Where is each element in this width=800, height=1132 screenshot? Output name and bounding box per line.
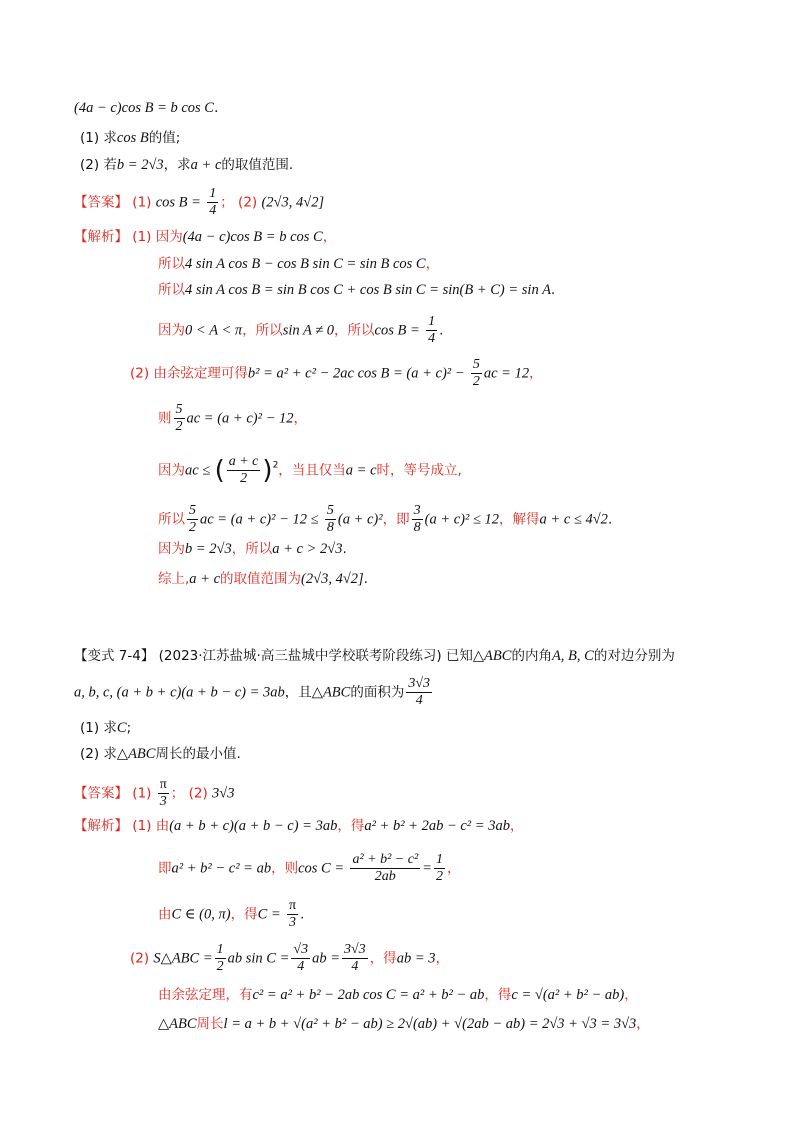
q1-subquestion-2: (2) 若b = 2√3，求a + c的取值范围. (80, 157, 294, 173)
q2-analysis-line-4: (2) S△ABC = $\frac{1}{2}$ ab sin C = $\frac{√3}{4}$ ab = $\frac{3√3}{4}$ ，得ab = 3， (130, 942, 449, 974)
q2-answer: 【答案】 (1) $\frac{\pi}{3}$ ； (2) 3√3 (74, 777, 235, 809)
q2-subquestion-2: (2) 求△ABC周长的最小值. (80, 746, 241, 762)
fraction: $\frac{1}{4}$ (209, 186, 217, 218)
q1-analysis-line-9: 因为b = 2√3，所以a + c > 2√3. (158, 541, 347, 557)
q1-analysis-line-1: 【解析】 (1) 因为(4a − c)cos B = b cos C， (74, 229, 337, 245)
fraction: $\frac{5}{8}$ (326, 503, 334, 535)
fraction: $\frac{1}{4}$ (428, 314, 436, 346)
q2-analysis-line-5: 由余弦定理，有c² = a² + b² − 2ab cos C = a² + b² − ab，得c = √(a² + b² − ab)， (158, 987, 638, 1003)
q2-analysis-line-2: 即a² + b² − c² = ab，则cos C = $\frac{\text{a² + b² − c²}}{2ab}$ = $\frac{1}{2}$ ， (158, 852, 461, 884)
fraction: $\frac{3}{8}$ (413, 503, 421, 535)
q1-subquestion-1: (1) 求cos B的值; (80, 130, 181, 146)
fraction: $\frac{5}{2}$ (189, 503, 196, 535)
q1-analysis-line-7: 因为ac ≤ ( $\frac{a + c}{2}$ )$^2$，当且仅当a = c时，等号成立, (158, 454, 462, 486)
fraction: $\frac{a + c}{2}$ (228, 454, 259, 486)
variant-label: 【变式 7-4】 (74, 648, 155, 664)
fraction: $\frac{1}{2}$ (216, 942, 224, 974)
analysis-label: 【解析】 (74, 229, 128, 245)
q2-header: 【变式 7-4】 (2023·江苏盐城·高三盐城中学校联考阶段练习) 已知△ABC的内角A, B, C的对边分别为 (74, 648, 675, 664)
q2-analysis-line-1: 【解析】 (1) 由(a + b + c)(a + b − c) = 3ab，得a² + b² + 2ab − c² = 3ab， (74, 818, 524, 834)
analysis-label: 【解析】 (74, 818, 128, 834)
q1-analysis-line-5: (2) 由余弦定理可得b² = a² + c² − 2ac cos B = (a + c)² − $\frac{5}{2}$ ac = 12， (130, 357, 543, 389)
answer-label: 【答案】 (74, 194, 128, 211)
fraction: $\frac{5}{2}$ (175, 402, 183, 434)
fraction: $\frac{\pi}{3}$ (159, 777, 167, 809)
q1-analysis-line-6: 则 $\frac{5}{2}$ ac = (a + c)² − 12， (158, 402, 307, 434)
fraction: $\frac{5}{2}$ (472, 357, 480, 389)
source: (2023·江苏盐城·高三盐城中学校联考阶段练习) 已知 (158, 648, 473, 664)
q2-subquestion-1: (1) 求C; (80, 720, 132, 736)
q2-analysis-line-3: 由C ∈ (0, π)，得C = $\frac{\pi}{3}$ . (158, 898, 305, 930)
q1-given-eq: (4a − c)cos B = b cos C (74, 100, 214, 116)
q1-analysis-line-3: 所以4 sin A cos B = sin B cos C + cos B sin C = sin(B + C) = sin A. (158, 282, 556, 298)
q1-analysis-line-4: 因为0 < A < π，所以sin A ≠ 0，所以cos B = $\frac{1}{4}$ . (158, 314, 444, 346)
q1-analysis-line-8: 所以 $\frac{5}{2}$ ac = (a + c)² − 12 ≤ $\frac{5}{8}$ (a + c)²，即 $\frac{3}{8}$ (a + c)² ≤ 12，解得a + c ≤ 4√2. (158, 503, 613, 535)
q1-analysis-line-2: 所以4 sin A cos B − cos B sin C = sin B cos C， (158, 256, 440, 272)
q2-given: a, b, c, (a + b + c)(a + b − c) = 3ab，且△ABC的面积为 $\frac{3√3}{4}$ (74, 676, 431, 708)
fraction: $\frac{3√3}{4}$ (344, 942, 366, 974)
answer-label: 【答案】 (74, 785, 128, 802)
fraction: $\frac{\pi}{3}$ (288, 898, 297, 930)
fraction: $\frac{1}{2}$ (435, 852, 443, 884)
q2-analysis-line-6: △ABC周长l = a + b + √(a² + b² − ab) ≥ 2√(ab) + √(2ab − ab) = 2√3 + √3 = 3√3， (158, 1016, 650, 1032)
q1-given: (4a − c)cos B = b cos C. (74, 100, 219, 116)
q1-analysis-line-10: 综上,a + c的取值范围为(2√3, 4√2]. (158, 571, 368, 587)
fraction: $\frac{√3}{4}$ (293, 942, 309, 974)
fraction: $\frac{3√3}{4}$ (408, 676, 431, 708)
q1-answer: 【答案】 (1) cos B = $\frac{1}{4}$ ； (2) (2√3, 4√2] (74, 186, 325, 218)
fraction: $\frac{\text{a² + b² − c²}}{2ab}$ (352, 852, 419, 884)
